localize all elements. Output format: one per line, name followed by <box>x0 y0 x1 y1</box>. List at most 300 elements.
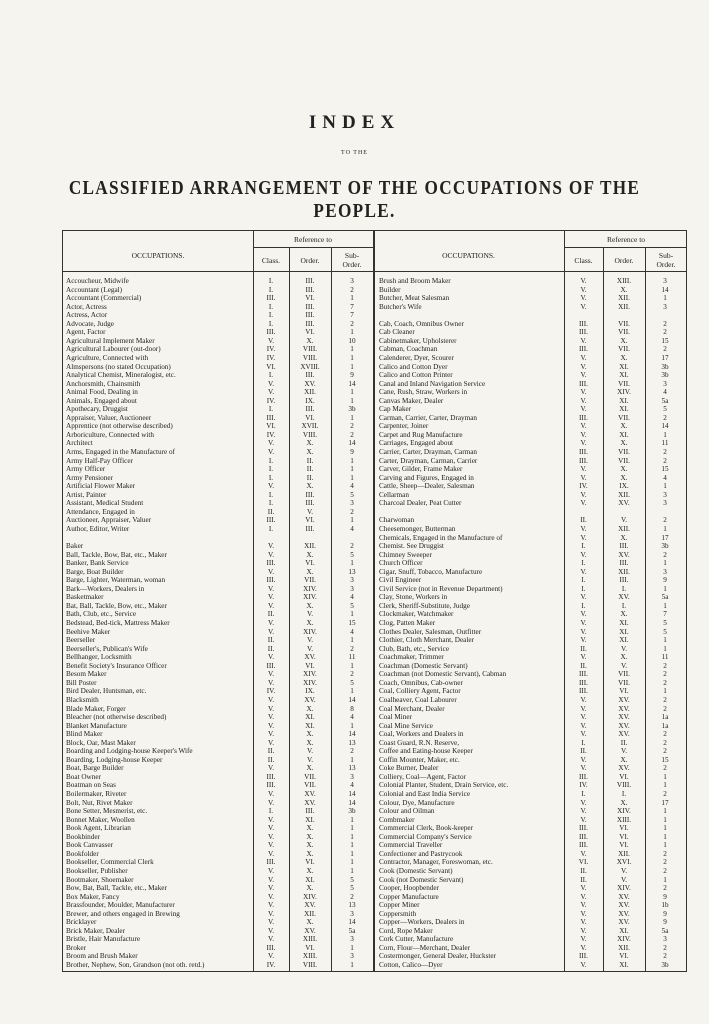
order-ref: III. <box>619 576 629 585</box>
order-ref: X. <box>306 448 314 456</box>
class-ref: III. <box>266 328 276 337</box>
index-row <box>66 833 372 842</box>
index-row <box>379 927 685 936</box>
suborder-ref: 5 <box>350 550 354 559</box>
index-row <box>379 764 685 773</box>
index-row <box>379 705 685 714</box>
occupation-name: Boarding and Lodging-house Keeper's Wife <box>66 747 193 756</box>
order-ref: VII. <box>618 448 630 456</box>
index-row <box>66 525 372 534</box>
suborder-ref: 2 <box>663 319 667 328</box>
order-ref: V. <box>620 516 628 525</box>
order-ref: XIV. <box>617 884 631 893</box>
occupation-name: Blacksmith <box>66 695 99 704</box>
occupation-name: Colour, Dye, Manufacture <box>379 798 455 807</box>
suborder-ref: 2 <box>350 430 354 439</box>
index-row <box>66 422 372 431</box>
index-row <box>66 867 372 876</box>
class-ref: II. <box>580 875 587 884</box>
class-ref: III. <box>579 952 588 961</box>
occupation-name: Benefit Society's Insurance Officer <box>66 661 167 670</box>
index-row <box>379 448 685 457</box>
order-ref: X. <box>620 422 628 431</box>
occupation-name: Butcher's Wife <box>379 302 422 311</box>
suborder-ref: 14 <box>348 790 356 798</box>
occupation-name: Copper—Workers, Dealers in <box>379 918 465 927</box>
suborder-ref: 3 <box>350 277 354 285</box>
suborder-ref: 2 <box>350 507 354 516</box>
page-title: INDEX <box>308 112 401 133</box>
suborder-ref: 5a <box>348 926 356 935</box>
class-ref: V. <box>580 499 587 508</box>
index-row <box>66 491 372 500</box>
index-row <box>379 773 685 782</box>
page-heading: CLASSIFIED ARRANGEMENT OF THE OCCUPATIONS OF THE PEOPLE. <box>68 177 641 222</box>
suborder-ref: 3b <box>348 405 356 414</box>
class-ref: III. <box>579 319 588 328</box>
suborder-ref: 2 <box>663 678 667 687</box>
order-ref: III. <box>619 559 629 568</box>
suborder-ref: 13 <box>348 901 356 910</box>
occupation-name: Commercial Clerk, Book-keeper <box>379 824 474 833</box>
occupation-name: Anchorsmith, Chainsmith <box>66 379 141 388</box>
class-ref: II. <box>580 866 587 875</box>
index-row <box>379 457 685 466</box>
suborder-ref: 1 <box>350 721 354 730</box>
class-ref: V. <box>580 422 587 431</box>
class-ref: V. <box>267 866 275 875</box>
index-row <box>379 619 685 628</box>
index-row <box>379 952 685 961</box>
index-row <box>66 653 372 662</box>
suborder-ref: 14 <box>348 798 356 807</box>
class-ref: V. <box>580 764 587 773</box>
suborder-ref: 8 <box>350 704 354 713</box>
class-ref: V. <box>580 533 587 542</box>
index-row <box>66 670 372 679</box>
order-ref: XII. <box>618 943 630 952</box>
index-row <box>66 876 372 885</box>
index-row <box>66 764 372 773</box>
suborder-ref: 1 <box>350 516 354 525</box>
order-ref: X. <box>620 533 628 542</box>
index-row <box>379 388 685 397</box>
class-ref: III. <box>579 687 588 696</box>
class-ref: V. <box>580 849 587 858</box>
occupation-name: Clockmaker, Watchmaker <box>379 610 454 619</box>
suborder-ref: 3 <box>663 379 667 388</box>
class-ref: II. <box>580 747 587 756</box>
order-ref: III. <box>619 542 629 551</box>
suborder-ref: 1 <box>663 824 667 833</box>
order-ref: XII. <box>304 909 316 918</box>
order-ref: VI. <box>305 559 315 568</box>
class-ref: I. <box>268 807 274 816</box>
order-ref: X. <box>620 353 628 362</box>
suborder-ref: 4 <box>663 388 667 397</box>
index-row <box>379 405 685 414</box>
right-reference-rule <box>564 247 687 248</box>
order-ref: XI. <box>305 815 315 824</box>
class-ref: I. <box>268 405 274 414</box>
order-ref: VIII. <box>302 430 318 439</box>
order-ref: III. <box>305 311 315 320</box>
order-ref: X. <box>620 473 628 482</box>
index-row <box>66 636 372 645</box>
class-ref: III. <box>266 294 276 303</box>
index-row <box>379 867 685 876</box>
suborder-ref: 2 <box>663 448 667 456</box>
index-row <box>379 585 685 594</box>
order-ref: X. <box>306 832 314 841</box>
class-ref: V. <box>580 439 587 448</box>
order-ref: VI. <box>305 661 315 670</box>
index-row <box>66 858 372 867</box>
occupation-name: Colour and Oilman <box>379 807 435 816</box>
index-row <box>379 568 685 577</box>
suborder-ref: 1 <box>350 345 354 354</box>
suborder-ref: 2 <box>350 285 354 294</box>
order-ref: II. <box>306 465 314 474</box>
occupation-name: Clerk, Sheriff-Substitute, Judge <box>379 601 470 610</box>
class-ref: V. <box>580 884 587 893</box>
right-occupations-header: OCCUPATIONS. <box>442 251 495 260</box>
index-row <box>66 534 372 543</box>
order-ref: X. <box>306 884 314 893</box>
suborder-ref: 1a <box>661 721 669 730</box>
index-row <box>379 790 685 799</box>
occupation-name: Boatman on Seas <box>66 781 116 790</box>
occupation-name: Cork Cutter, Manufacture <box>379 935 454 944</box>
suborder-ref: 2 <box>663 943 667 952</box>
index-row <box>66 781 372 790</box>
order-ref: III. <box>305 499 315 508</box>
suborder-ref: 3 <box>663 567 667 576</box>
suborder-ref: 17 <box>661 533 669 542</box>
class-ref: V. <box>267 584 275 593</box>
class-ref: V. <box>580 294 587 303</box>
index-row <box>379 534 685 543</box>
order-ref: XVI. <box>616 858 632 867</box>
index-row <box>379 884 685 893</box>
suborder-ref: 1 <box>350 841 354 850</box>
occupation-name: Carman, Carrier, Carter, Drayman <box>379 413 478 422</box>
order-ref: XVII. <box>301 422 319 431</box>
class-ref: III. <box>579 832 588 841</box>
class-ref: I. <box>268 371 274 380</box>
index-row <box>66 628 372 637</box>
class-ref: III. <box>266 943 276 952</box>
occupation-name: Army Half-Pay Officer <box>66 456 133 465</box>
order-ref: X. <box>306 439 314 448</box>
order-ref: XII. <box>304 388 316 397</box>
class-ref: V. <box>267 627 275 636</box>
index-row <box>379 508 685 517</box>
index-row <box>66 739 372 748</box>
order-ref: X. <box>620 653 628 662</box>
index-row <box>66 303 372 312</box>
suborder-ref: 3 <box>663 490 667 499</box>
suborder-ref: 3 <box>663 277 667 285</box>
occupation-name: Box Maker, Fancy <box>66 892 120 901</box>
suborder-ref: 2 <box>350 670 354 679</box>
order-ref: XV. <box>618 901 630 910</box>
index-row <box>66 944 372 953</box>
order-ref: X. <box>620 439 628 448</box>
occupation-name: Boat, Barge Builder <box>66 764 124 773</box>
order-ref: XI. <box>305 875 315 884</box>
index-row <box>66 508 372 517</box>
index-row <box>66 961 372 970</box>
index-row <box>379 781 685 790</box>
suborder-ref: 1 <box>350 294 354 303</box>
order-ref: XI. <box>619 430 629 439</box>
index-row <box>66 405 372 414</box>
suborder-ref: 7 <box>350 302 354 311</box>
occupation-name: Army Officer <box>66 465 106 474</box>
index-row <box>379 799 685 808</box>
class-ref: V. <box>267 601 275 610</box>
occupation-name: Block, Oar, Mast Maker <box>66 738 136 747</box>
index-row <box>66 576 372 585</box>
suborder-ref: 1b <box>661 901 669 910</box>
class-ref: V. <box>580 430 587 439</box>
suborder-ref: 14 <box>348 695 356 704</box>
occupation-name: Barge, Lighter, Waterman, woman <box>66 576 166 585</box>
occupation-name: Arboriculture, Connected with <box>66 430 155 439</box>
index-row <box>66 311 372 320</box>
class-ref: V. <box>580 473 587 482</box>
occupation-name: Broom and Brush Maker <box>66 952 138 961</box>
index-row <box>379 636 685 645</box>
occupation-name: Cheesemonger, Butterman <box>379 524 456 533</box>
order-ref: XIV. <box>303 584 317 593</box>
index-row <box>379 730 685 739</box>
order-ref: XI. <box>619 636 629 645</box>
class-ref: V. <box>580 909 587 918</box>
class-ref: V. <box>267 713 275 722</box>
occupation-name: Canal and Inland Navigation Service <box>379 379 486 388</box>
index-row <box>66 662 372 671</box>
suborder-ref: 2 <box>663 747 667 756</box>
suborder-ref: 3b <box>348 807 356 816</box>
suborder-ref: 2 <box>663 695 667 704</box>
order-ref: XI. <box>619 405 629 414</box>
class-ref: IV. <box>266 345 276 354</box>
order-ref: XIV. <box>303 593 317 602</box>
occupation-name: Coal, Workers and Dealers in <box>379 730 464 739</box>
suborder-ref: 9 <box>663 918 667 927</box>
index-row <box>379 525 685 534</box>
occupation-name: Cap Maker <box>379 405 412 414</box>
occupation-name: Calico and Cotton Dyer <box>379 362 448 371</box>
order-ref: XV. <box>618 909 630 918</box>
index-row <box>66 824 372 833</box>
order-ref: III. <box>305 524 315 533</box>
order-ref: X. <box>306 704 314 713</box>
occupation-name: Clog, Patten Maker <box>379 619 436 627</box>
class-ref: II. <box>267 747 275 756</box>
order-ref: VII. <box>618 328 630 337</box>
occupation-name: Blanket Manufacture <box>66 721 127 730</box>
occupation-name: Coachman (not Domestic Servant), Cabman <box>379 670 507 679</box>
occupation-name: Attendance, Engaged in <box>66 507 135 516</box>
class-ref: V. <box>580 755 587 764</box>
suborder-ref: 1 <box>663 781 667 790</box>
index-row <box>66 713 372 722</box>
occupation-name: Accoucheur, Midwife <box>66 277 129 285</box>
order-ref: II. <box>306 473 314 482</box>
index-row <box>379 628 685 637</box>
index-row <box>379 645 685 654</box>
class-ref: I. <box>581 584 586 593</box>
index-row <box>66 345 372 354</box>
order-ref: VI. <box>619 832 629 841</box>
index-row <box>66 414 372 423</box>
class-ref: II. <box>267 507 275 516</box>
order-ref: X. <box>620 755 628 764</box>
order-ref: XV. <box>618 721 630 730</box>
index-row <box>66 705 372 714</box>
class-ref: V. <box>580 653 587 662</box>
suborder-ref: 9 <box>663 909 667 918</box>
index-row <box>66 602 372 611</box>
occupation-name: Bolt, Nut, Rivet Maker <box>66 798 133 807</box>
class-ref: I. <box>268 465 274 474</box>
suborder-ref: 2 <box>663 884 667 893</box>
class-ref: I. <box>581 559 586 568</box>
index-row <box>379 337 685 346</box>
order-ref: V. <box>620 866 628 875</box>
suborder-ref: 5 <box>663 405 667 414</box>
suborder-ref: 5 <box>663 627 667 636</box>
suborder-ref: 2 <box>663 328 667 337</box>
class-ref: I. <box>581 542 586 551</box>
class-ref: I. <box>268 473 274 482</box>
index-row <box>379 841 685 850</box>
order-ref: III. <box>305 319 315 328</box>
index-row <box>379 345 685 354</box>
index-row <box>379 747 685 756</box>
class-ref: III. <box>266 781 276 790</box>
index-row <box>379 610 685 619</box>
index-row <box>379 499 685 508</box>
occupation-name: Bill Poster <box>66 678 97 687</box>
order-ref: X. <box>620 798 628 807</box>
order-ref: VII. <box>618 413 630 422</box>
index-row <box>66 277 372 286</box>
suborder-ref: 3b <box>661 371 669 380</box>
suborder-ref: 2 <box>663 704 667 713</box>
suborder-ref: 2 <box>350 644 354 653</box>
class-ref: V. <box>580 593 587 602</box>
order-ref: II. <box>620 738 628 747</box>
suborder-ref: 3 <box>350 576 354 585</box>
suborder-ref: 2 <box>350 892 354 901</box>
class-ref: I. <box>268 311 274 320</box>
index-row <box>379 576 685 585</box>
suborder-ref: 1 <box>663 687 667 696</box>
order-ref: X. <box>306 567 314 576</box>
suborder-ref: 1 <box>350 858 354 867</box>
order-ref: XI. <box>619 961 629 969</box>
index-row <box>379 474 685 483</box>
index-table <box>62 230 687 972</box>
suborder-ref: 1 <box>350 755 354 764</box>
order-ref: XV. <box>618 499 630 508</box>
order-ref: VI. <box>619 824 629 833</box>
index-row <box>66 542 372 551</box>
order-ref: XII. <box>618 849 630 858</box>
right-class-header: Class. <box>574 256 593 265</box>
class-ref: I. <box>581 601 586 610</box>
occupation-name: Cabman, Coachman <box>379 345 438 354</box>
index-row <box>66 286 372 295</box>
occupation-name: Bookseller, Commercial Clerk <box>66 858 154 867</box>
class-ref: V. <box>267 832 275 841</box>
order-ref: XIV. <box>303 627 317 636</box>
index-row <box>66 910 372 919</box>
index-row <box>379 465 685 474</box>
class-ref: II. <box>580 661 587 670</box>
order-ref: I. <box>621 601 627 610</box>
index-row <box>379 653 685 662</box>
order-ref: IX. <box>305 687 315 696</box>
index-row <box>379 311 685 320</box>
occupation-name: Boat Owner <box>66 772 101 781</box>
occupation-name: Brewer, and others engaged in Brewing <box>66 909 180 918</box>
index-row <box>66 952 372 961</box>
index-row <box>379 516 685 525</box>
class-ref: II. <box>267 636 275 645</box>
suborder-ref: 5 <box>350 884 354 893</box>
class-ref: V. <box>580 935 587 944</box>
order-ref: VII. <box>618 379 630 388</box>
suborder-ref: 1 <box>663 584 667 593</box>
order-ref: XII. <box>618 294 630 303</box>
suborder-ref: 1 <box>350 413 354 422</box>
occupation-name: Cotton, Calico—Dyer <box>379 961 443 969</box>
order-ref: VI. <box>619 841 629 850</box>
suborder-ref: 2 <box>663 670 667 679</box>
occupation-name: Accountant (Commercial) <box>66 294 142 303</box>
occupation-name: Baker <box>66 542 84 551</box>
order-ref: VII. <box>618 678 630 687</box>
suborder-ref: 1 <box>350 353 354 362</box>
occupation-name: Banker, Bank Service <box>66 559 129 568</box>
suborder-ref: 1 <box>350 636 354 645</box>
order-ref: XIV. <box>303 892 317 901</box>
index-row <box>379 363 685 372</box>
order-ref: VIII. <box>302 353 318 362</box>
suborder-ref: 17 <box>661 353 669 362</box>
order-ref: VI. <box>305 943 315 952</box>
class-ref: V. <box>267 695 275 704</box>
suborder-ref: 2 <box>663 413 667 422</box>
occupation-name: Bookbinder <box>66 832 100 841</box>
left-suborder-header: Sub- Order. <box>342 251 362 269</box>
order-ref: X. <box>306 730 314 739</box>
occupation-name: Chemist. See Druggist <box>379 542 444 551</box>
occupation-name: Church Officer <box>379 559 423 568</box>
order-ref: XV. <box>304 901 316 910</box>
index-row <box>66 568 372 577</box>
suborder-ref: 15 <box>661 755 669 764</box>
suborder-ref: 2 <box>663 738 667 747</box>
occupation-name: Auctioneer, Appraiser, Valuer <box>66 516 152 525</box>
occupation-name: Bonnet Maker, Woollen <box>66 815 135 824</box>
index-row <box>66 380 372 389</box>
